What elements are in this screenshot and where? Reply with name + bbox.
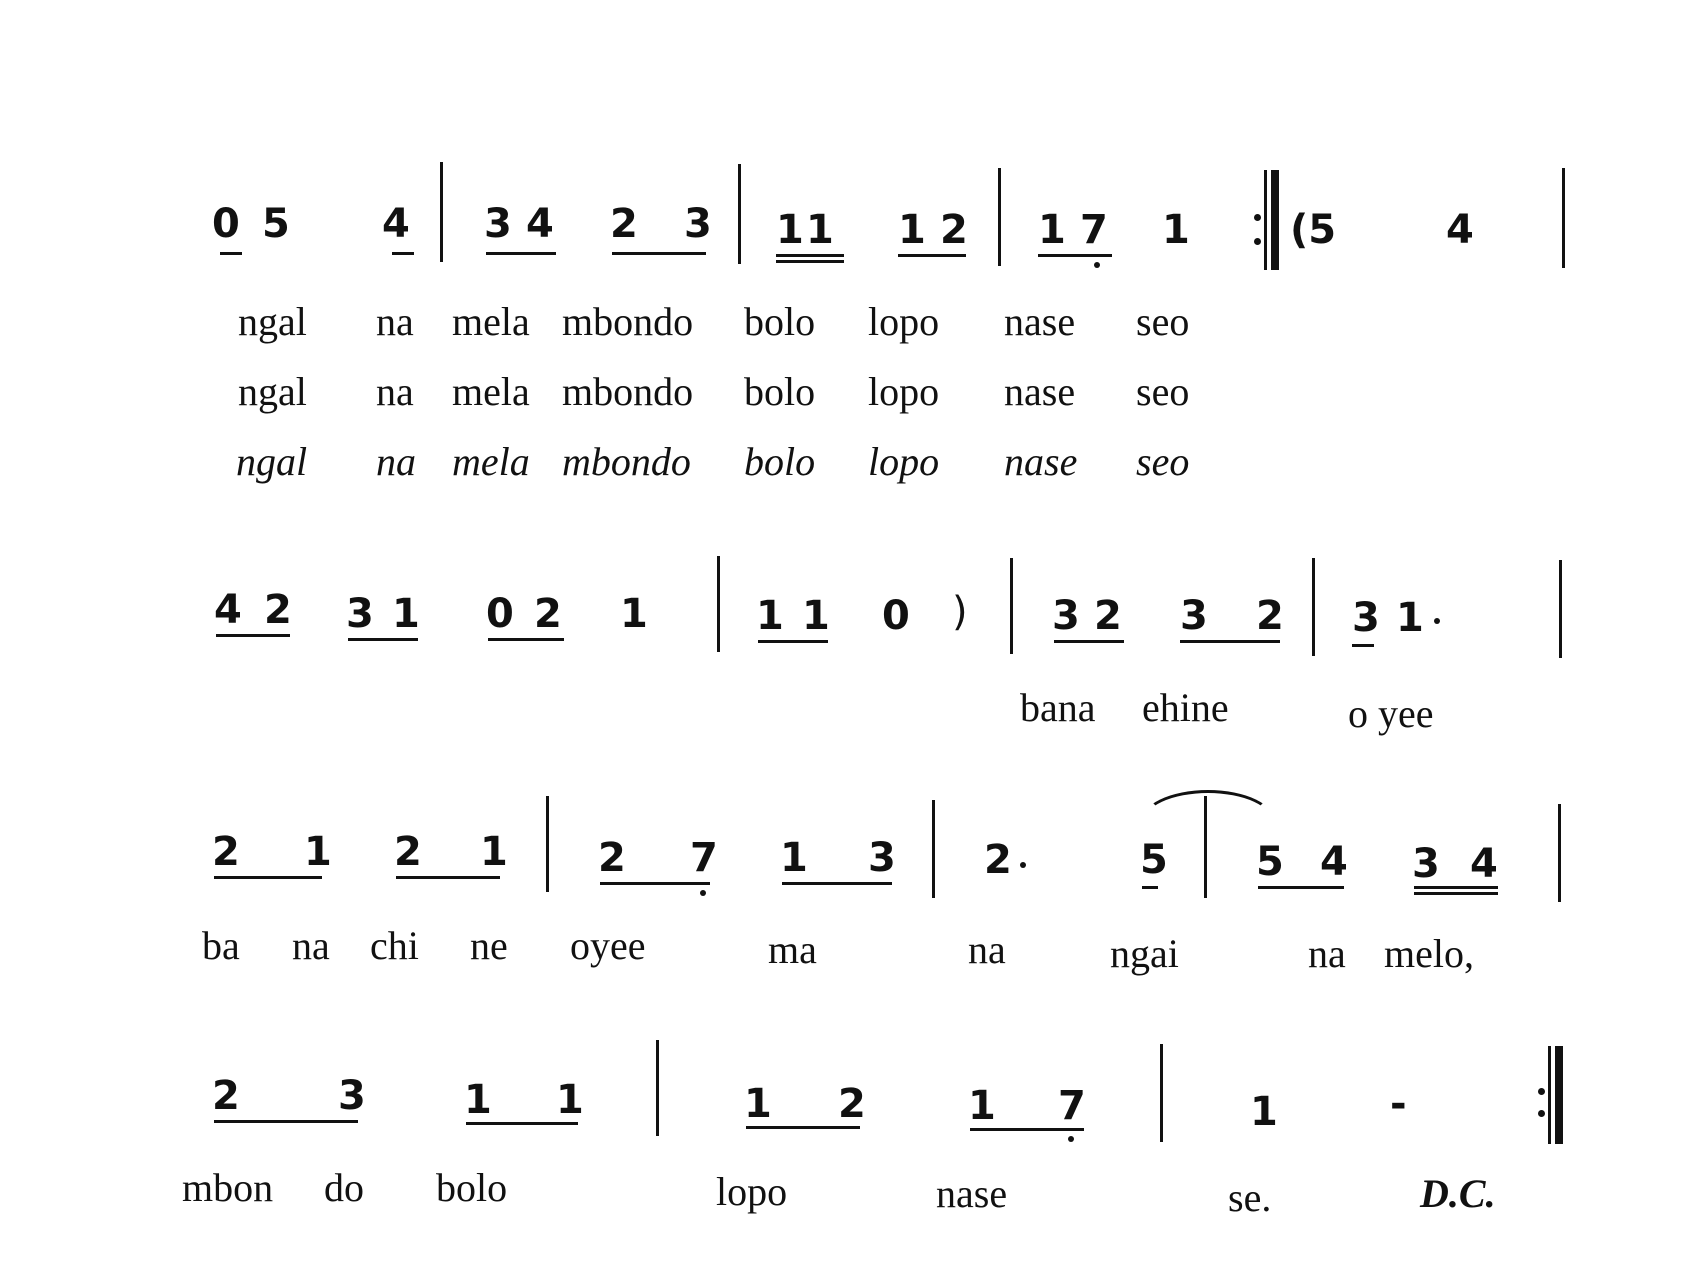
note: 4 — [214, 587, 242, 633]
repeat-dot — [1538, 1088, 1545, 1095]
lyric: bolo — [744, 439, 816, 484]
underline — [758, 640, 828, 643]
note: 1 — [1162, 207, 1190, 253]
double-barline — [1548, 1046, 1551, 1144]
lyric: lopo — [868, 439, 940, 484]
lyric: chi — [370, 923, 419, 968]
note: 3 — [338, 1073, 366, 1119]
note: 1 — [392, 591, 420, 637]
double-barline — [1264, 170, 1267, 270]
note: 4 — [1470, 841, 1498, 887]
underline — [488, 638, 564, 641]
extension-dot — [1020, 862, 1026, 868]
lyric: lopo — [868, 299, 940, 344]
underline — [600, 882, 710, 885]
note: 2 — [1256, 593, 1284, 639]
lyric: mbondo — [562, 299, 694, 344]
barline — [1558, 804, 1561, 902]
lyric: na — [376, 299, 414, 344]
underline — [898, 254, 966, 257]
barline — [1160, 1044, 1163, 1142]
underline — [214, 876, 322, 879]
underline — [220, 252, 242, 255]
underline — [1142, 886, 1158, 889]
barline — [1312, 558, 1315, 656]
underline — [1414, 892, 1498, 895]
underline — [392, 252, 414, 255]
double-barline — [1555, 1046, 1563, 1144]
lyric: seo — [1136, 299, 1190, 344]
note: 2 — [534, 591, 562, 637]
repeat-dot — [1254, 238, 1261, 245]
lyric: ne — [470, 923, 508, 968]
note: 2 — [598, 835, 626, 881]
note: 1 — [780, 835, 808, 881]
lyric: na — [376, 439, 416, 484]
barline — [1562, 168, 1565, 268]
lyric: seo — [1136, 369, 1190, 414]
lyric: mela — [452, 369, 530, 414]
lyric: nase — [1004, 299, 1076, 344]
barline — [717, 556, 720, 652]
underline — [214, 1120, 358, 1123]
lyric: o yee — [1348, 691, 1434, 736]
underline — [776, 260, 844, 263]
lyric: ngai — [1110, 931, 1179, 976]
lyric: ma — [768, 927, 817, 972]
note: 3 — [1052, 593, 1080, 639]
lyric: do — [324, 1165, 364, 1210]
note: 5 — [262, 201, 290, 247]
underline — [746, 1126, 860, 1129]
underline — [612, 252, 706, 255]
lyric: ngal — [238, 369, 307, 414]
note: 1 — [1250, 1089, 1278, 1135]
note: 1 — [1038, 207, 1066, 253]
lyric: bolo — [744, 369, 816, 414]
note: 7 — [690, 835, 718, 881]
lyric: oyee — [570, 923, 646, 968]
tie-arc — [1140, 790, 1276, 856]
note: 3 — [484, 201, 512, 247]
note: 2 — [212, 829, 240, 875]
repeat-dot — [1538, 1110, 1545, 1117]
barline — [1010, 558, 1013, 654]
underline — [970, 1128, 1084, 1131]
note: 7 — [1080, 207, 1108, 253]
note: 5 — [1140, 837, 1168, 883]
underline — [216, 634, 290, 637]
underline — [1352, 644, 1374, 647]
lyric: mbondo — [562, 369, 694, 414]
note: 0 — [212, 201, 240, 247]
note: 4 — [526, 201, 554, 247]
extension-dot — [1434, 618, 1440, 624]
underline — [1038, 254, 1112, 257]
repeat-dot — [1254, 214, 1261, 221]
da-capo-mark: D.C. — [1420, 1171, 1496, 1216]
note: 2 — [212, 1073, 240, 1119]
barline — [998, 168, 1001, 266]
underline — [1414, 886, 1498, 889]
underline — [348, 638, 418, 641]
note: (5 — [1290, 207, 1337, 253]
note: 1 — [802, 593, 830, 639]
note: 2 — [1094, 593, 1122, 639]
lyric: mbondo — [562, 439, 691, 484]
note: 3 — [1180, 593, 1208, 639]
note: 1 — [744, 1081, 772, 1127]
lyric: mbon — [182, 1165, 274, 1210]
underline — [1054, 640, 1124, 643]
lyric: na — [968, 927, 1006, 972]
lyric: nase — [1004, 369, 1076, 414]
note: 3 — [1352, 595, 1380, 641]
lyric: ngal — [238, 299, 307, 344]
lyric: ba — [202, 923, 240, 968]
note: 2 — [984, 837, 1012, 883]
lyric: lopo — [716, 1169, 788, 1214]
note: 1 — [898, 207, 926, 253]
lyric: nase — [1004, 439, 1078, 484]
barline — [738, 164, 741, 264]
note: 1 — [756, 593, 784, 639]
barline — [932, 800, 935, 898]
note: 1 — [556, 1077, 584, 1123]
note: 4 — [382, 201, 410, 247]
barline — [1559, 560, 1562, 658]
paren-close: ) — [952, 589, 968, 635]
lyric: nase — [936, 1171, 1008, 1216]
lyric: lopo — [868, 369, 940, 414]
note: 3 — [684, 201, 712, 247]
double-barline — [1271, 170, 1279, 270]
note: 5 — [1256, 839, 1284, 885]
note: 3 — [1412, 841, 1440, 887]
lyric: na — [376, 369, 414, 414]
dash: - — [1390, 1081, 1407, 1127]
lyric: melo, — [1384, 931, 1474, 976]
note: 3 — [868, 835, 896, 881]
lyric: bolo — [436, 1165, 508, 1210]
barline — [656, 1040, 659, 1136]
lyric: mela — [452, 299, 530, 344]
lyric: mela — [452, 439, 530, 484]
lyric: ngal — [236, 439, 308, 484]
low-dot — [1068, 1136, 1074, 1142]
underline — [486, 252, 556, 255]
lyric: na — [1308, 931, 1346, 976]
underline — [782, 882, 892, 885]
lyric: seo — [1136, 439, 1190, 484]
barline — [440, 162, 443, 262]
lyric: bana — [1020, 685, 1096, 730]
note: 4 — [1320, 839, 1348, 885]
note: 0 — [486, 591, 514, 637]
lyric: bolo — [744, 299, 816, 344]
barline — [546, 796, 549, 892]
note: 1 — [968, 1083, 996, 1129]
lyric: ehine — [1142, 685, 1229, 730]
low-dot — [700, 890, 706, 896]
underline — [776, 254, 844, 257]
note: 1 — [1396, 595, 1424, 641]
note: 4 — [1446, 207, 1474, 253]
low-dot — [1094, 262, 1100, 268]
note: 2 — [610, 201, 638, 247]
note: 1 — [464, 1077, 492, 1123]
note: 1 — [776, 207, 804, 253]
underline — [396, 876, 500, 879]
lyric: se. — [1228, 1175, 1272, 1220]
underline — [466, 1122, 578, 1125]
note: 1 — [480, 829, 508, 875]
lyric: na — [292, 923, 330, 968]
note: 1 — [620, 591, 648, 637]
note: 2 — [264, 587, 292, 633]
note: 2 — [940, 207, 968, 253]
note: 2 — [838, 1081, 866, 1127]
note: 1 — [806, 207, 834, 253]
note: 7 — [1058, 1083, 1086, 1129]
note: 1 — [304, 829, 332, 875]
note: 3 — [346, 591, 374, 637]
underline — [1180, 640, 1280, 643]
note: 2 — [394, 829, 422, 875]
note: 0 — [882, 593, 910, 639]
underline — [1258, 886, 1344, 889]
